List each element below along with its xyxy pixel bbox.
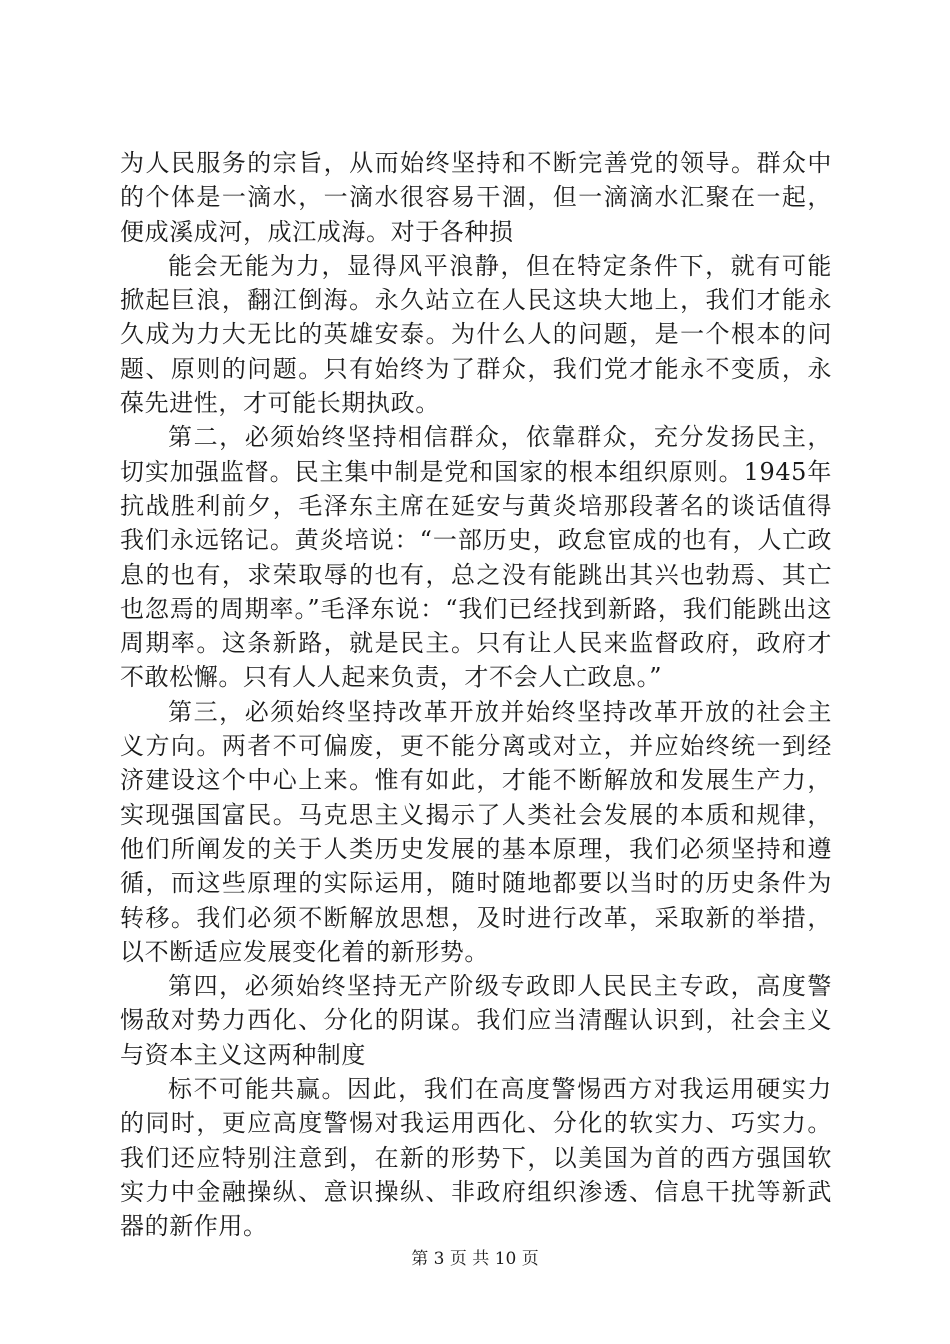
paragraph-4: 第三，必须始终坚持改革开放并始终坚持改革开放的社会主义方向。两者不可偏废，更不能分离或对立，并应始终统一到经济建设这个中心上来。惟有如此，才能不断解放和发展生产力，实现强国富民。马克思主义揭示了人类社会发展的本质和规律，他们所阐发的关于人类历史发展的基本原理，我们必须坚持和遵循，而这些原理的实际运用，随时随地都要以当时的历史条件为转移。我们必须不断解放思想，及时进行改革，采取新的举措，以不断适应发展变化着的新形势。 [120,697,832,966]
paragraph-5: 第四，必须始终坚持无产阶级专政即人民民主专政，高度警惕敌对势力西化、分化的阴谋。我们应当清醒认识到，社会主义与资本主义这两种制度 [120,972,832,1069]
paragraph-3: 第二，必须始终坚持相信群众，依靠群众，充分发扬民主，切实加强监督。民主集中制是党和国家的根本组织原则。1945年抗战胜利前夕，毛泽东主席在延安与黄炎培那段著名的谈话值得我们永远铭记。黄炎培说：“一部历史，政怠宦成的也有，人亡政息的也有，求荣取辱的也有，总之没有能跳出其兴也勃焉、其亡也忽焉的周期率。”毛泽东说：“我们已经找到新路，我们能跳出这周期率。这条新路，就是民主。只有让人民来监督政府，政府才不敢松懈。只有人人起来负责，才不会人亡政息。” [120,423,832,692]
paragraph-2: 能会无能为力，显得风平浪静，但在特定条件下，就有可能掀起巨浪，翻江倒海。永久站立在人民这块大地上，我们才能永久成为力大无比的英雄安泰。为什么人的问题，是一个根本的问题、原则的问题。只有始终为了群众，我们党才能永不变质，永葆先进性，才可能长期执政。 [120,251,832,418]
paragraph-1: 为人民服务的宗旨，从而始终坚持和不断完善党的领导。群众中的个体是一滴水，一滴水很容易干涸，但一滴滴水汇聚在一起，便成溪成河，成江成海。对于各种损 [120,149,832,246]
body-text [120,146,832,1244]
page-number-footer: 第 3 页 共 10 页 [411,1249,539,1269]
paragraph-6: 标不可能共赢。因此，我们在高度警惕西方对我运用硬实力的同时，更应高度警惕对我运用西化、分化的软实力、巧实力。我们还应特别注意到，在新的形势下，以美国为首的西方强国软实力中金融操纵、意识操纵、非政府组织渗透、信息干扰等新武器的新作用。 [120,1075,832,1241]
